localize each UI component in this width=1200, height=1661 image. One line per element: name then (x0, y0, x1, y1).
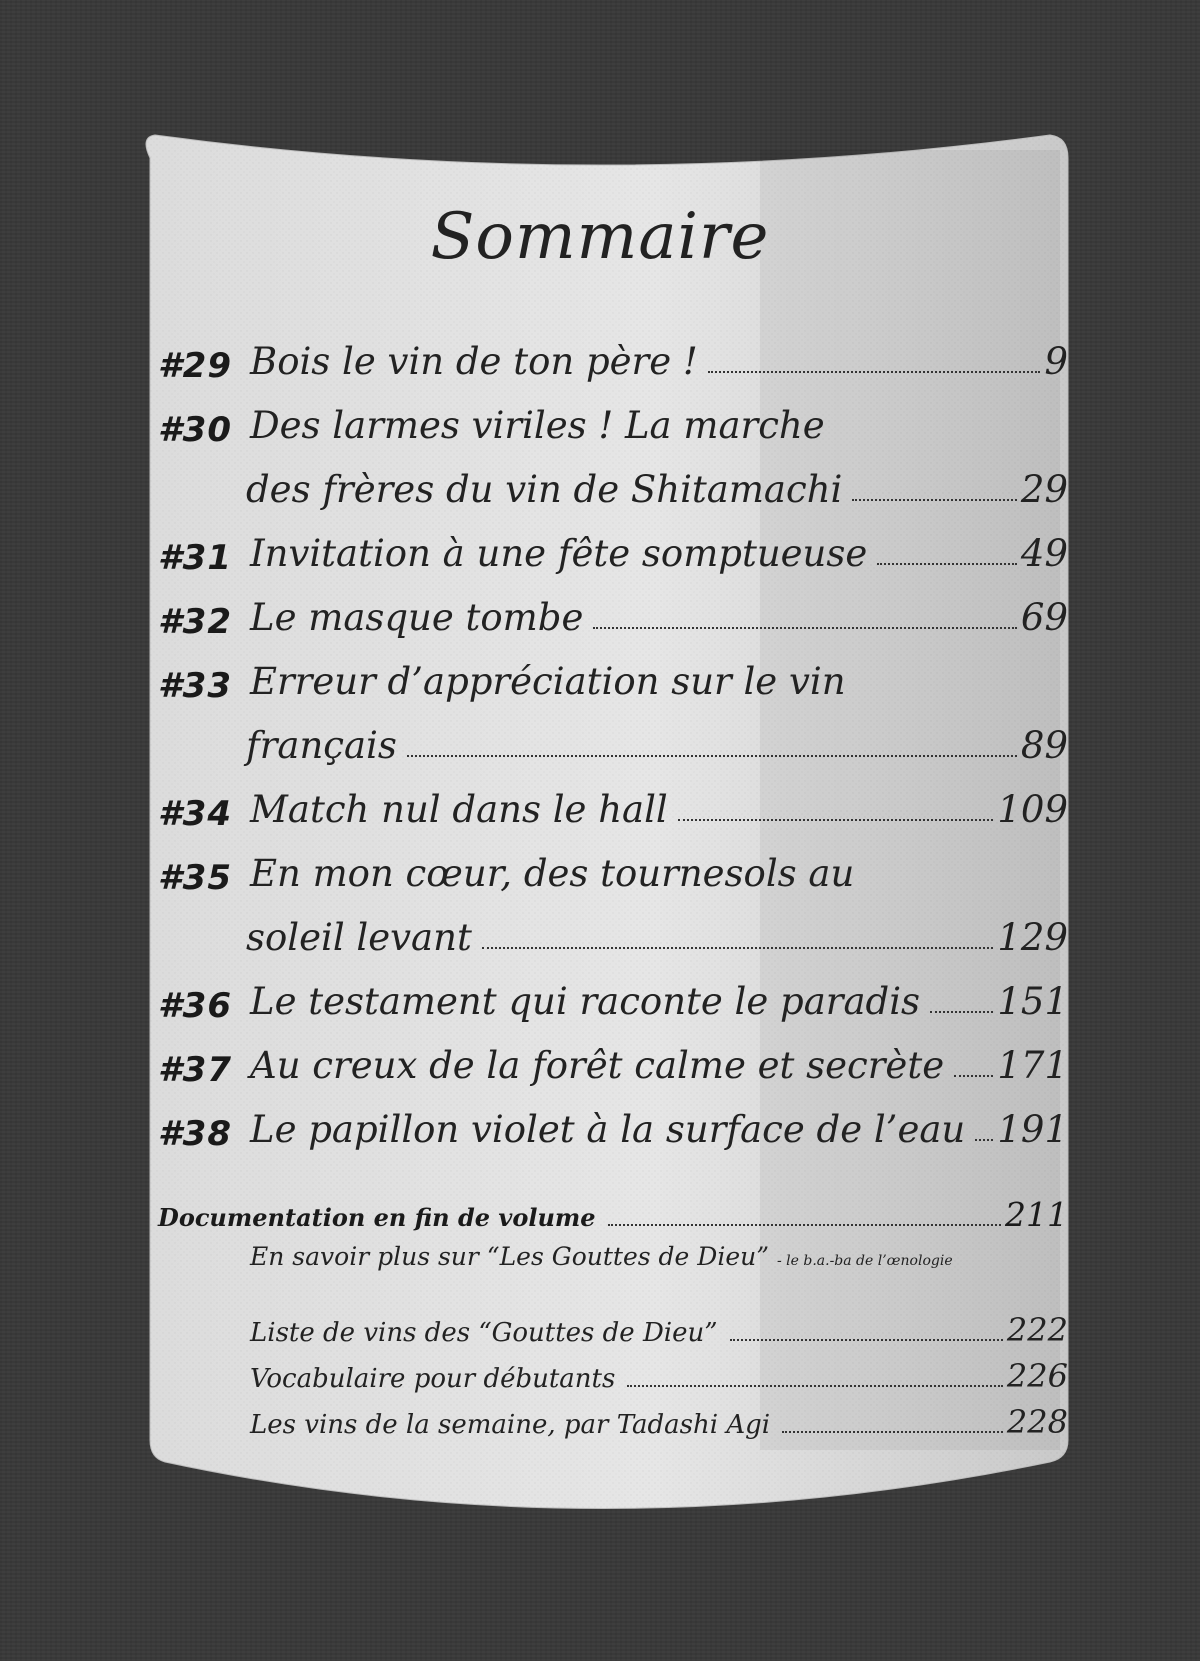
chapter-title: Erreur d’appréciation sur le vin (250, 660, 846, 703)
documentation-item-page: 222 (1006, 1311, 1068, 1349)
documentation-item (250, 1311, 1068, 1357)
leader-dots (482, 943, 994, 949)
documentation-item-label: Vocabulaire pour débutants (250, 1364, 616, 1394)
leader-dots (975, 1135, 993, 1141)
leader-dots (730, 1339, 1003, 1341)
chapter-list (158, 340, 1068, 1172)
chapter-entry (158, 980, 1068, 1044)
chapter-title-continued: soleil levant (246, 916, 472, 959)
documentation-section (158, 1195, 1068, 1449)
chapter-title: Au creux de la forêt calme et secrète (250, 1044, 945, 1087)
documentation-item (250, 1357, 1068, 1403)
documentation-item (250, 1403, 1068, 1449)
chapter-title: Match nul dans le hall (250, 788, 668, 831)
chapter-page: 151 (997, 980, 1068, 1023)
chapter-title: Invitation à une fête somptueuse (250, 532, 868, 575)
chapter-page: 69 (1020, 596, 1068, 639)
chapter-entry (158, 788, 1068, 852)
chapter-title: En mon cœur, des tournesols au (250, 852, 855, 895)
documentation-item-page: 226 (1006, 1357, 1068, 1395)
chapter-title: Le masque tombe (250, 596, 584, 639)
documentation-subtitle: En savoir plus sur “Les Gouttes de Dieu” (250, 1242, 770, 1271)
page-title: Sommaire (430, 200, 770, 274)
chapter-number: #35 (158, 858, 232, 898)
chapter-entry (158, 404, 1068, 532)
chapter-entry (158, 1044, 1068, 1108)
chapter-number: #36 (158, 986, 232, 1026)
documentation-heading-row (158, 1195, 1068, 1234)
chapter-entry (158, 660, 1068, 788)
documentation-item-page: 228 (1006, 1403, 1068, 1441)
leader-dots (708, 367, 1041, 373)
chapter-title-continued: des frères du vin de Shitamachi (246, 468, 843, 511)
chapter-number: #38 (158, 1114, 232, 1154)
chapter-page: 29 (1020, 468, 1068, 511)
documentation-subtitle-row (250, 1242, 1068, 1271)
leader-dots (627, 1385, 1003, 1387)
documentation-page: 211 (1005, 1195, 1068, 1234)
chapter-number: #30 (158, 410, 232, 450)
leader-dots (954, 1071, 993, 1077)
chapter-entry (158, 852, 1068, 980)
chapter-title-continued: français (246, 724, 397, 767)
leader-dots (608, 1224, 1001, 1226)
chapter-entry (158, 340, 1068, 404)
leader-dots (782, 1431, 1003, 1433)
leader-dots (930, 1007, 993, 1013)
chapter-page: 89 (1020, 724, 1068, 767)
chapter-number: #32 (158, 602, 232, 642)
chapter-number: #33 (158, 666, 232, 706)
chapter-page: 109 (997, 788, 1068, 831)
documentation-subtitle-note: - le b.a.-ba de l’œnologie (776, 1253, 953, 1269)
chapter-entry (158, 596, 1068, 660)
chapter-page: 129 (997, 916, 1068, 959)
leader-dots (593, 623, 1017, 629)
chapter-title: Bois le vin de ton père ! (250, 340, 698, 383)
chapter-title: Des larmes viriles ! La marche (250, 404, 825, 447)
leader-dots (877, 559, 1017, 565)
documentation-item-label: Liste de vins des “Gouttes de Dieu” (250, 1318, 718, 1348)
chapter-title: Le papillon violet à la surface de l’eau (250, 1108, 966, 1151)
leader-dots (407, 751, 1017, 757)
chapter-number: #31 (158, 538, 232, 578)
leader-dots (678, 815, 994, 821)
chapter-entry (158, 1108, 1068, 1172)
chapter-page: 191 (997, 1108, 1068, 1151)
chapter-page: 49 (1020, 532, 1068, 575)
chapter-entry (158, 532, 1068, 596)
documentation-item-label: Les vins de la semaine, par Tadashi Agi (250, 1410, 771, 1440)
chapter-number: #37 (158, 1050, 232, 1090)
chapter-number: #29 (158, 346, 232, 386)
chapter-page: 9 (1044, 340, 1068, 383)
chapter-page: 171 (997, 1044, 1068, 1087)
chapter-title: Le testament qui raconte le paradis (250, 980, 921, 1023)
leader-dots (852, 495, 1017, 501)
documentation-heading: Documentation en fin de volume (158, 1203, 596, 1232)
chapter-number: #34 (158, 794, 232, 834)
